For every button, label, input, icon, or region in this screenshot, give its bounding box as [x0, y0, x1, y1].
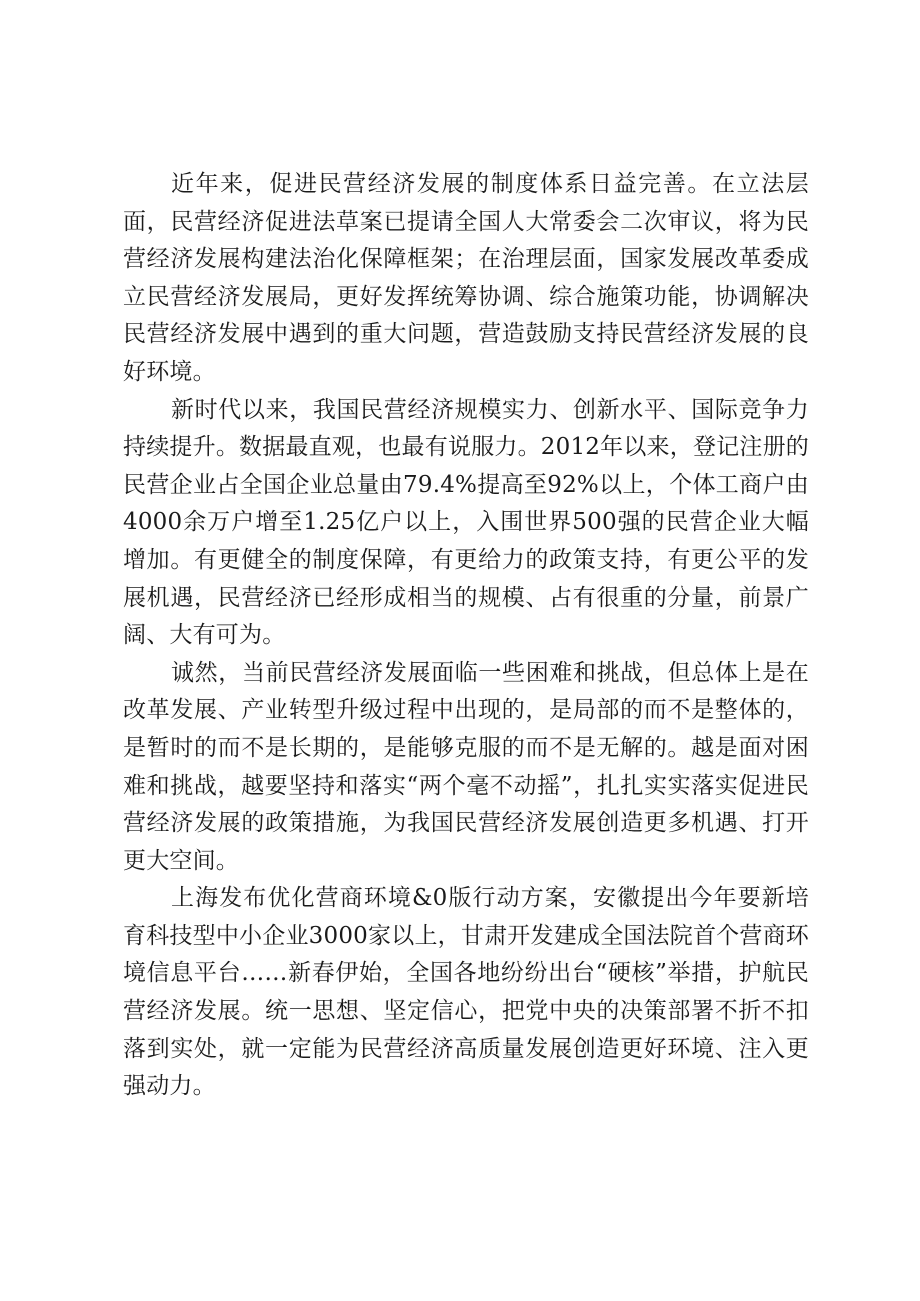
- paragraph-1: 近年来，促进民营经济发展的制度体系日益完善。在立法层面，民营经济促进法草案已提请全国人大常委会二次审议，将为民营经济发展构建法治化保障框架；在治理层面，国家发展改革委成立民营经济发展局，更好发挥统筹协调、综合施策功能，协调解决民营经济发展中遇到的重大问题，营造鼓励支持民营经济发展的良好环境。: [123, 171, 809, 385]
- paragraph-3: 诚然，当前民营经济发展面临一些困难和挑战，但总体上是在改革发展、产业转型升级过程中出现的，是局部的而不是整体的，是暂时的而不是长期的，是能够克服的而不是无解的。越是面对困难和挑战，越要坚持和落实“两个毫不动摇”，扎扎实实落实促进民营经济发展的政策措施，为我国民营经济发展创造更多机遇、打开更大空间。: [123, 659, 809, 874]
- paragraph-4: 上海发布优化营商环境&0版行动方案，安徽提出今年要新培育科技型中小企业3000家以上，甘肃开发建成全国法院首个营商环境信息平台……新春伊始，全国各地纷纷出台“硬核”举措，护航民营经济发展。统一思想、坚定信心，把党中央的决策部署不折不扣落到实处，就一定能为民营经济高质量发展创造更好环境、注入更强动力。: [123, 885, 809, 1100]
- document-body: [123, 166, 809, 1106]
- paragraph-2: 新时代以来，我国民营经济规模实力、创新水平、国际竞争力持续提升。数据最直观，也最有说服力。2012年以来，登记注册的民营企业占全国企业总量由79.4%提高至92%以上，个体工商户由4000余万户增至1.25亿户以上，入围世界500强的民营企业大幅增加。有更健全的制度保障，有更给力的政策支持，有更公平的发展机遇，民营经济已经形成相当的规模、占有很重的分量，前景广阔、大有可为。: [123, 396, 809, 649]
